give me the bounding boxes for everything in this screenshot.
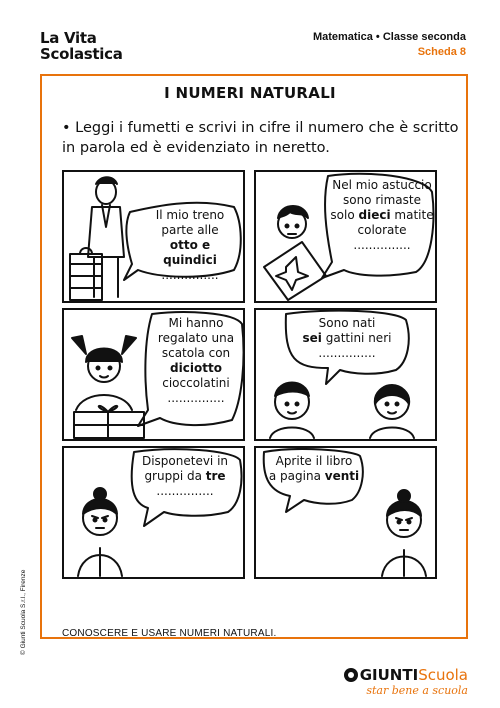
logo-line-2: Scolastica — [40, 45, 123, 63]
answer-blank-1[interactable]: ............... — [161, 268, 219, 282]
sheet-header — [313, 30, 466, 60]
bubble-3-line-2: regalato una — [157, 331, 235, 345]
answer-blank-3[interactable]: ............... — [167, 391, 225, 405]
footer-caption: CONOSCERE E USARE NUMERI NATURALI. — [62, 628, 277, 639]
answer-blank-2[interactable]: ............... — [353, 238, 411, 252]
comic-panel-6 — [254, 446, 437, 579]
copyright-notice: © Giunti Scuola S.r.l., Firenze — [20, 569, 27, 655]
speech-bubble-4: Sono nati sei gattini neri ............... — [292, 316, 402, 361]
brand-name: GIUNTI — [359, 666, 419, 684]
speech-bubble-6: Aprite il libro a pagina venti — [262, 454, 366, 484]
bubble-3-bold-number: diciotto — [170, 361, 222, 375]
publisher-brand — [344, 666, 468, 697]
bubble-1-line-1: Il mio treno — [155, 208, 225, 222]
speech-bubble-3 — [150, 316, 242, 406]
bubble-4-bold-number: sei — [302, 331, 322, 345]
giunti-logo-icon — [344, 668, 358, 682]
bubble-4-line-1: Sono nati — [318, 316, 376, 330]
sheet-number: Scheda 8 — [417, 46, 466, 58]
magazine-logo — [40, 30, 123, 62]
logo-line-1: La Vita — [40, 29, 97, 47]
comic-panel-4 — [254, 308, 437, 441]
comic-panel-3 — [62, 308, 245, 441]
speech-bubble-5: Disponetevi in gruppi da tre ............... — [130, 454, 240, 499]
bubble-3-line-1: Mi hanno — [168, 316, 224, 330]
bubble-3-line-5: cioccolatini — [162, 376, 230, 390]
bubble-5-bold-number: tre — [205, 469, 226, 483]
page-title: I NUMERI NATURALI — [164, 84, 336, 102]
speech-bubble-2: Nel mio astuccio sono rimaste solo dieci matite colorate ............... — [330, 178, 434, 252]
speech-bubble-1 — [142, 208, 238, 283]
bubble-5-line-1: Disponetevi in — [141, 454, 229, 468]
bubble-2-bold-number: dieci — [358, 208, 391, 222]
comic-panel-2 — [254, 170, 437, 303]
answer-blank-5[interactable]: ............... — [156, 484, 214, 498]
bubble-6-line-1: Aprite il libro — [275, 454, 353, 468]
bubble-1-line-2: parte alle — [161, 223, 219, 237]
subject-label: Matematica • Classe seconda — [312, 31, 466, 43]
brand-tagline: star bene a scuola — [366, 684, 468, 697]
bubble-1-bold-number: otto e quindici — [163, 238, 217, 267]
bubble-3-line-3: scatola con — [161, 346, 231, 360]
answer-blank-4[interactable]: ............... — [318, 346, 376, 360]
comic-panel-5 — [62, 446, 245, 579]
instruction-text: • Leggi i fumetti e scrivi in cifre il numero che è scritto in parola ed è evidenziato in neretto. — [62, 120, 459, 156]
bubble-2-line-1: Nel mio astuccio — [332, 178, 432, 192]
bubble-6-bold-number: venti — [324, 469, 360, 483]
comic-panel-1 — [62, 170, 245, 303]
bubble-2-line-2: sono rimaste — [342, 193, 421, 207]
bubble-2-line-4: colorate — [357, 223, 407, 237]
brand-accent: Scuola — [418, 666, 468, 684]
